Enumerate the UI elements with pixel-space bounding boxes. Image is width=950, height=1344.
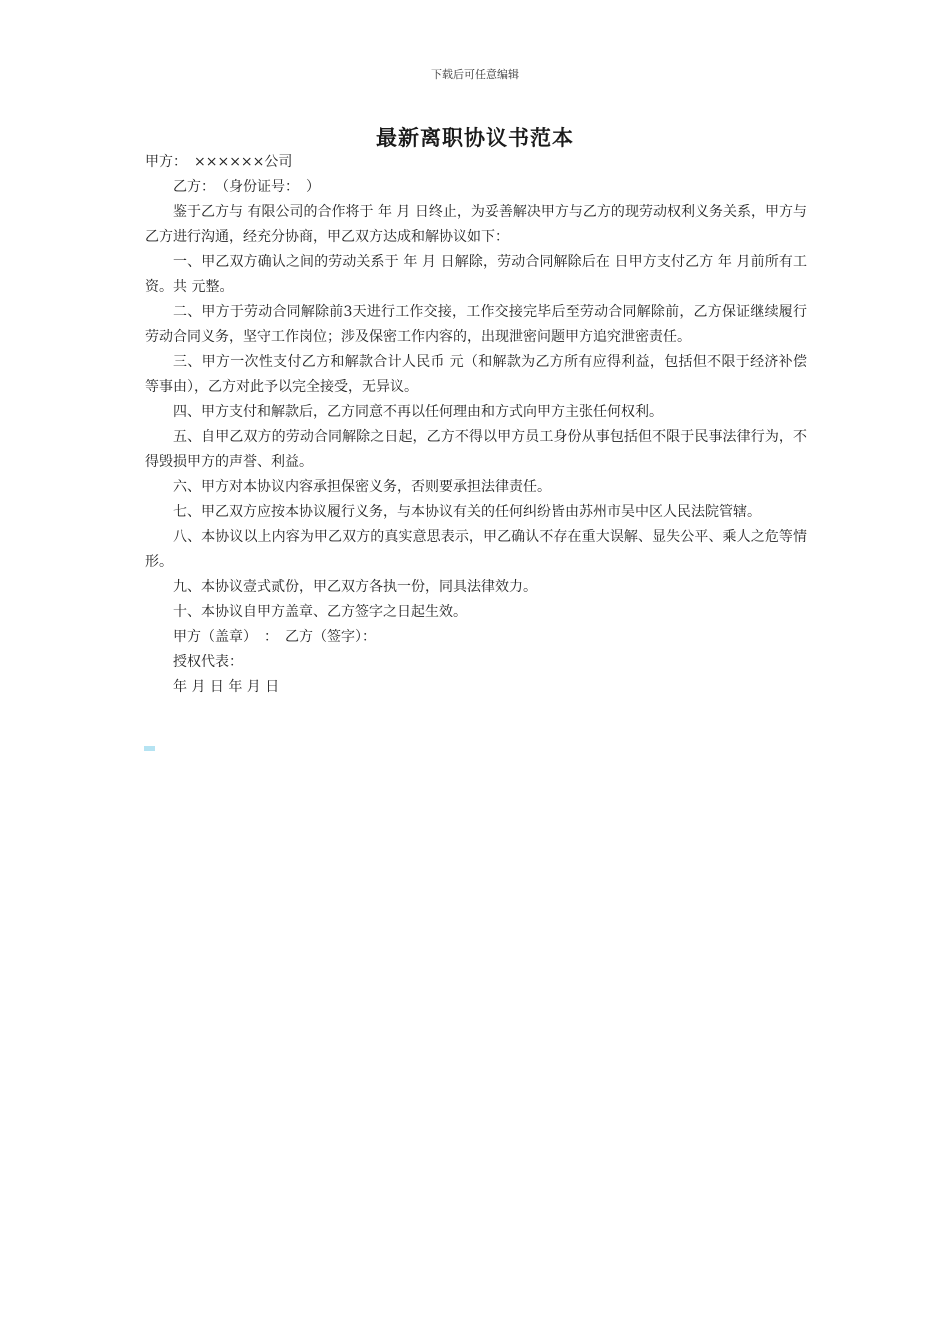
date-line: 年 月 日 年 月 日 — [173, 679, 280, 695]
header-note: 下载后可任意编辑 — [431, 68, 519, 81]
clause-10: 十、本协议自甲方盖章、乙方签字之日起生效。 — [173, 604, 467, 620]
clause-8: 八、本协议以上内容为甲乙双方的真实意思表示，甲乙确认不存在重大误解、显失公平、乘人之危等情形。 — [145, 529, 807, 570]
clause-6: 六、甲方对本协议内容承担保密义务，否则要承担法律责任。 — [173, 479, 551, 495]
document-body — [145, 150, 807, 700]
signature-line: 甲方（盖章） ： 乙方（签字）： — [173, 629, 376, 645]
clause-2: 二、甲方于劳动合同解除前3天进行工作交接，工作交接完毕后至劳动合同解除前，乙方保证继续履行劳动合同义务，坚守工作岗位；涉及保密工作内容的，出现泄密问题甲方追究泄密责任。 — [145, 304, 807, 345]
clause-9: 九、本协议壹式贰份，甲乙双方各执一份，同具法律效力。 — [173, 579, 537, 595]
clause-3: 三、甲方一次性支付乙方和解款合计人民币 元（和解款为乙方所有应得利益，包括但不限于经济补偿等事由），乙方对此予以完全接受，无异议。 — [145, 354, 807, 395]
clause-4: 四、甲方支付和解款后，乙方同意不再以任何理由和方式向甲方主张任何权利。 — [173, 404, 663, 420]
clause-1: 一、甲乙双方确认之间的劳动关系于 年 月 日解除，劳动合同解除后在 日甲方支付乙方 年 月前所有工资。共 元整。 — [145, 254, 807, 295]
clause-7: 七、甲乙双方应按本协议履行义务，与本协议有关的任何纠纷皆由苏州市吴中区人民法院管辖。 — [173, 504, 761, 520]
authorized-representative-line: 授权代表： — [173, 654, 243, 670]
clause-5: 五、自甲乙双方的劳动合同解除之日起，乙方不得以甲方员工身份从事包括但不限于民事法律行为，不得毁损甲方的声誉、利益。 — [145, 429, 807, 470]
party-a-line: 甲方： ××××××公司 — [145, 154, 293, 170]
party-b-line: 乙方： （身份证号： ） — [173, 179, 320, 195]
cursor-mark — [144, 746, 155, 751]
preamble-paragraph: 鉴于乙方与 有限公司的合作将于 年 月 日终止，为妥善解决甲方与乙方的现劳动权利义务关系，甲方与乙方进行沟通，经充分协商，甲乙双方达成和解协议如下： — [145, 204, 807, 245]
document-title: 最新离职协议书范本 — [376, 125, 574, 150]
